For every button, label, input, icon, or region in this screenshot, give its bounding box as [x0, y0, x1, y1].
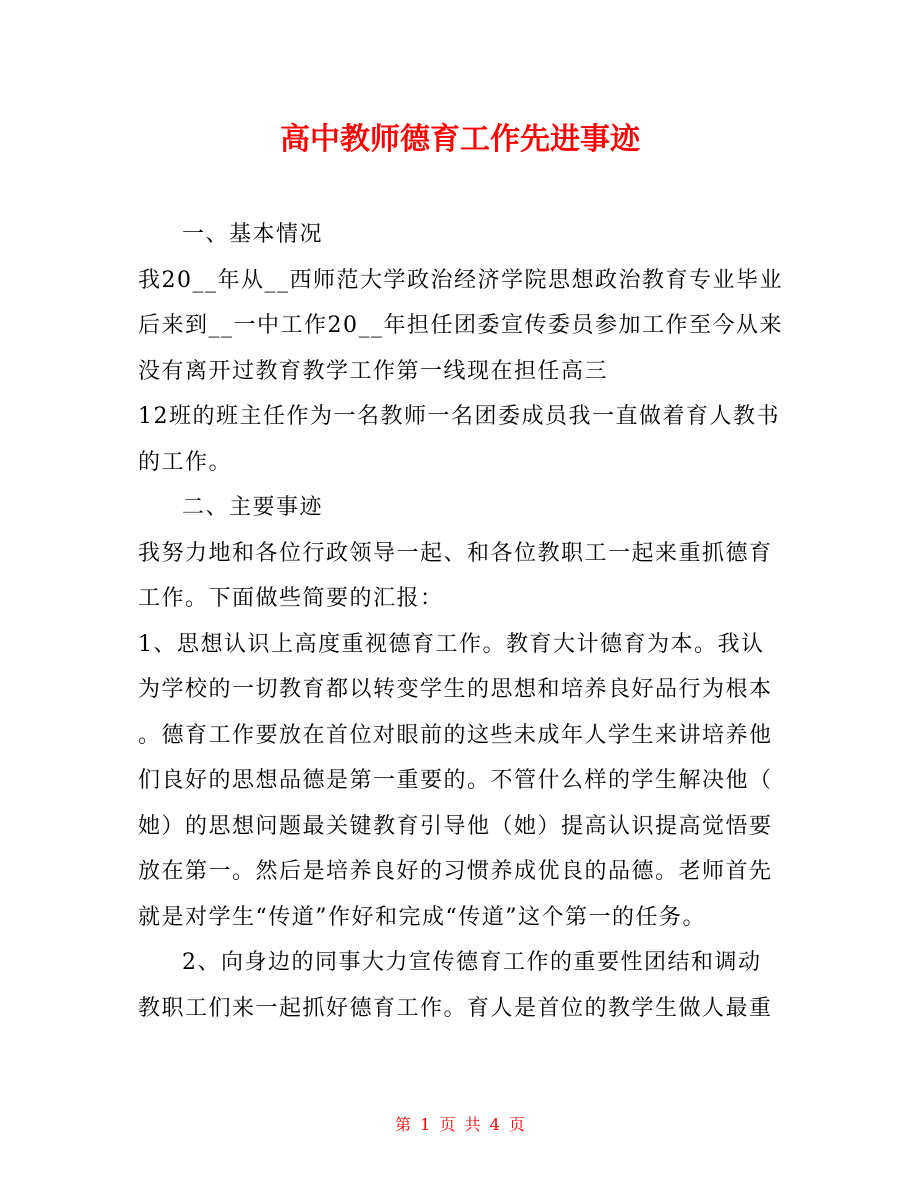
paragraph-line: 的工作。	[138, 449, 233, 475]
page-footer: 第 1 页 共 4 页	[395, 1115, 525, 1134]
paragraph-line: 教职工们来一起抓好德育工作。育人是首位的教学生做人最重	[138, 995, 773, 1021]
paragraph-line: 们良好的思想品德是第一重要的。不管什么样的学生解决他（	[138, 768, 773, 793]
paragraph-line: 没有离开过教育教学工作第一线现在担任高三	[138, 358, 609, 384]
paragraph-line: 她）的思想问题最关键教育引导他（她）提高认识提高觉悟要	[138, 813, 773, 839]
page-title: 高中教师德育工作先进事迹	[280, 122, 640, 157]
paragraph-line: 12班的班主任作为一名教师一名团委成员我一直做着育人教书	[138, 404, 780, 429]
paragraph-line: 我努力地和各位行政领导一起、和各位教职工一起来重抓德育	[138, 540, 773, 566]
paragraph-line: 为学校的一切教育都以转变学生的思想和培养良好品行为根本	[138, 677, 773, 702]
paragraph-line: 。德育工作要放在首位对眼前的这些未成年人学生来讲培养他	[138, 722, 773, 748]
paragraph-line: 1、思想认识上高度重视德育工作。教育大计德育为本。我认	[138, 631, 765, 657]
section-heading-main: 二、主要事迹	[182, 495, 324, 520]
paragraph-line: 就是对学生“传道”作好和完成“传道”这个第一的任务。	[138, 904, 706, 930]
paragraph-line: 工作。下面做些简要的汇报：	[138, 586, 444, 611]
paragraph-line: 2、向身边的同事大力宣传德育工作的重要性团结和调动	[182, 950, 762, 975]
paragraph-line: 放在第一。然后是培养良好的习惯养成优良的品德。老师首先	[138, 859, 773, 884]
section-heading-basic: 一、基本情况	[182, 222, 324, 247]
paragraph-line: 后来到__一中工作20__年担任团委宣传委员参加工作至今从来	[138, 313, 783, 338]
document-body	[138, 212, 786, 1031]
paragraph-line: 我20__年从__西师范大学政治经济学院思想政治教育专业毕业	[138, 267, 783, 293]
